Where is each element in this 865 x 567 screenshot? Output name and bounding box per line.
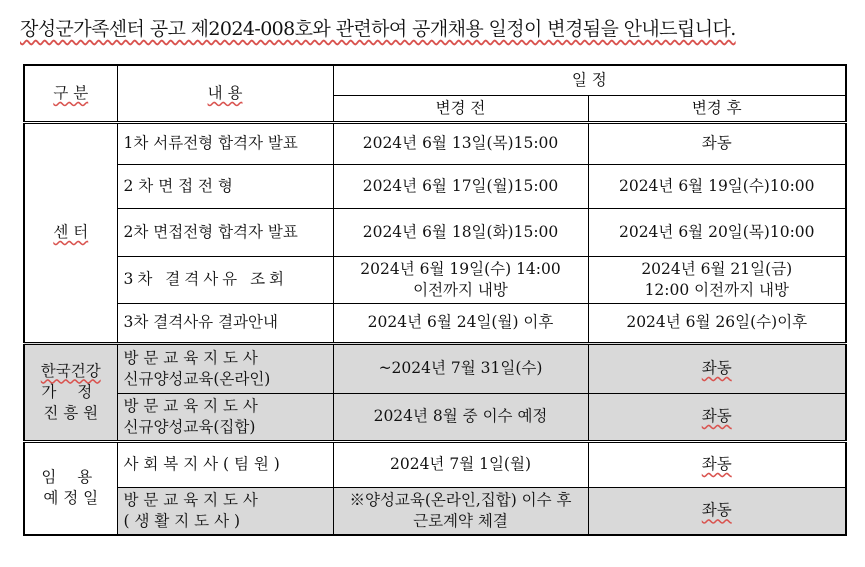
group-kr-health: 한국건강 가 정 진 흥 원 (24, 343, 117, 441)
table-row (24, 303, 846, 343)
header-after: 변경 후 (588, 95, 846, 122)
row-before: 2024년 6월 24일(월) 이후 (333, 303, 588, 343)
table-row (24, 164, 846, 208)
row-before: 2024년 6월 19일(수) 14:00 이전까지 내방 (333, 256, 588, 303)
header-before: 변경 전 (333, 95, 588, 122)
row-before: 2024년 6월 17일(월)15:00 (333, 164, 588, 208)
row-content: 방 문 교 육 지 도 사 ( 생 활 지 도 사 ) (117, 487, 333, 535)
row-content: 방 문 교 육 지 도 사 신규양성교육(온라인) (117, 343, 333, 393)
table-row (24, 343, 846, 393)
header-schedule: 일 정 (333, 65, 846, 95)
row-before: ※양성교육(온라인,집합) 이수 후 근로계약 체결 (333, 487, 588, 535)
table-row (24, 393, 846, 441)
row-content: 1차 서류전형 합격자 발표 (117, 122, 333, 164)
row-after: 좌동 (588, 122, 846, 164)
row-content: 3차 결격사유 조회 (117, 256, 333, 303)
row-before: ~2024년 7월 31일(수) (333, 343, 588, 393)
row-content: 3차 결격사유 결과안내 (117, 303, 333, 343)
row-before: 2024년 6월 13일(목)15:00 (333, 122, 588, 164)
row-content: 사 회 복 지 사 ( 팀 원 ) (117, 441, 333, 487)
group-center: 센 터 (24, 122, 117, 343)
row-before: 2024년 7월 1일(월) (333, 441, 588, 487)
row-after: 좌동 (588, 343, 846, 393)
row-after: 좌동 (588, 393, 846, 441)
row-after: 2024년 6월 26일(수)이후 (588, 303, 846, 343)
schedule-table (23, 64, 847, 536)
table-row (24, 208, 846, 256)
row-after: 좌동 (588, 487, 846, 535)
row-after: 2024년 6월 20일(목)10:00 (588, 208, 846, 256)
row-before: 2024년 8월 중 이수 예정 (333, 393, 588, 441)
row-before: 2024년 6월 18일(화)15:00 (333, 208, 588, 256)
notice-intro-text: 장성군가족센터 공고 제2024-008호와 관련하여 공개채용 일정이 변경됨을 안내드립니다. (20, 18, 736, 40)
table-row (24, 122, 846, 164)
table-row (24, 441, 846, 487)
table-row (24, 487, 846, 535)
header-category: 구 분 (24, 65, 117, 122)
row-after: 2024년 6월 19일(수)10:00 (588, 164, 846, 208)
row-content: 방 문 교 육 지 도 사 신규양성교육(집합) (117, 393, 333, 441)
row-after: 좌동 (588, 441, 846, 487)
header-row (24, 65, 846, 95)
group-appointment-date: 임 용 예 정 일 (24, 441, 117, 535)
row-content: 2 차 면 접 전 형 (117, 164, 333, 208)
table-row (24, 256, 846, 303)
header-content: 내 용 (117, 65, 333, 122)
row-content: 2차 면접전형 합격자 발표 (117, 208, 333, 256)
row-after: 2024년 6월 21일(금) 12:00 이전까지 내방 (588, 256, 846, 303)
